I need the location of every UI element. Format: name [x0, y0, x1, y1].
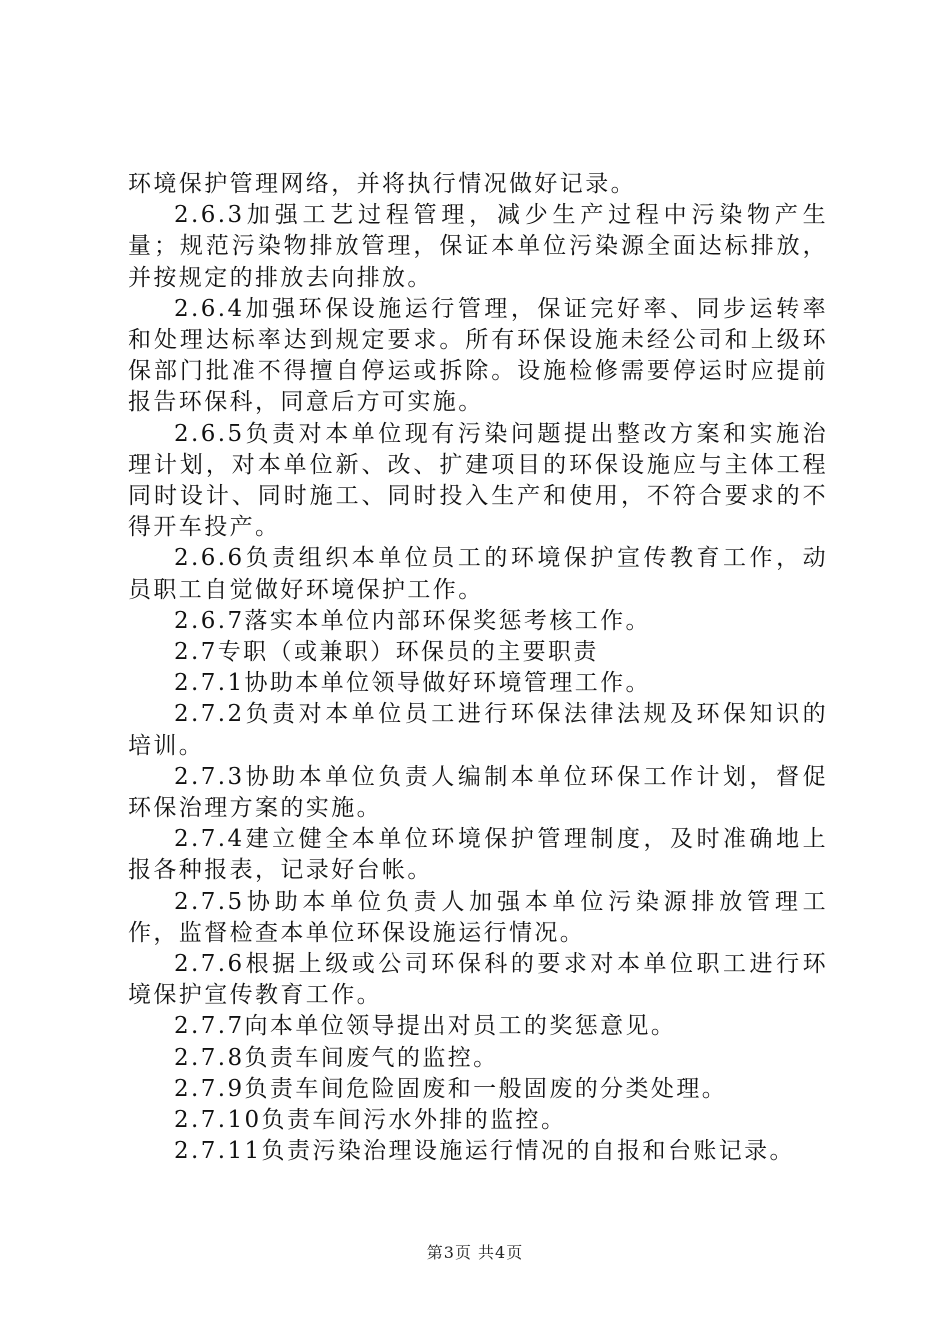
paragraph-2-7-9: 2.7.9负责车间危险固废和一般固废的分类处理。 [174, 1075, 728, 1102]
paragraph-2-7-3: 2.7.3协助本单位负责人编制本单位环保工作计划，督促环保治理方案的实施。 [128, 763, 828, 822]
page-number-footer: 第3页 共4页 [426, 1243, 524, 1262]
paragraph-2-6-4: 2.6.4加强环保设施运行管理，保证完好率、同步运转率和处理达标率达到规定要求。所有环保设施未经公司和上级环保部门批准不得擅自停运或拆除。设施检修需要停运时应提前报告环保科，同意后方可实施。 [128, 295, 828, 416]
document-body [128, 169, 828, 1168]
paragraph-2-7-1: 2.7.1协助本单位领导做好环境管理工作。 [174, 670, 651, 697]
paragraph-2-7-7: 2.7.7向本单位领导提出对员工的奖惩意见。 [174, 1013, 677, 1040]
paragraph-2-7-2: 2.7.2负责对本单位员工进行环保法律法规及环保知识的培训。 [128, 701, 828, 759]
paragraph-2-7-10: 2.7.10负责车间污水外排的监控。 [174, 1107, 567, 1134]
paragraph-2-6-3: 2.6.3加强工艺过程管理，减少生产过程中污染物产生量；规范污染物排放管理，保证本单位污染源全面达标排放，并按规定的排放去向排放。 [128, 202, 828, 291]
paragraph-2-7-4: 2.7.4建立健全本单位环境保护管理制度，及时准确地上报各种报表，记录好台帐。 [128, 826, 828, 884]
paragraph-2-7-5: 2.7.5协助本单位负责人加强本单位污染源排放管理工作，监督检查本单位环保设施运行情况。 [128, 888, 828, 946]
paragraph-2-7-6: 2.7.6根据上级或公司环保科的要求对本单位职工进行环境保护宣传教育工作。 [128, 951, 828, 1009]
paragraph-2-6-6: 2.6.6负责组织本单位员工的环境保护宣传教育工作，动员职工自觉做好环境保护工作。 [128, 545, 828, 603]
paragraph-2-6-5: 2.6.5负责对本单位现有污染问题提出整改方案和实施治理计划，对本单位新、改、扩建项目的环保设施应与主体工程同时设计、同时施工、同时投入生产和使用，不符合要求的不得开车投产。 [128, 420, 828, 541]
paragraph-continuation: 环境保护管理网络，并将执行情况做好记录。 [128, 171, 636, 197]
paragraph-2-6-7: 2.6.7落实本单位内部环保奖惩考核工作。 [174, 607, 651, 634]
section-heading-2-7: 2.7专职（或兼职）环保员的主要职责 [174, 639, 599, 666]
paragraph-2-7-8: 2.7.8负责车间废气的监控。 [174, 1044, 499, 1071]
paragraph-2-7-11: 2.7.11负责污染治理设施运行情况的自报和台账记录。 [174, 1138, 795, 1165]
